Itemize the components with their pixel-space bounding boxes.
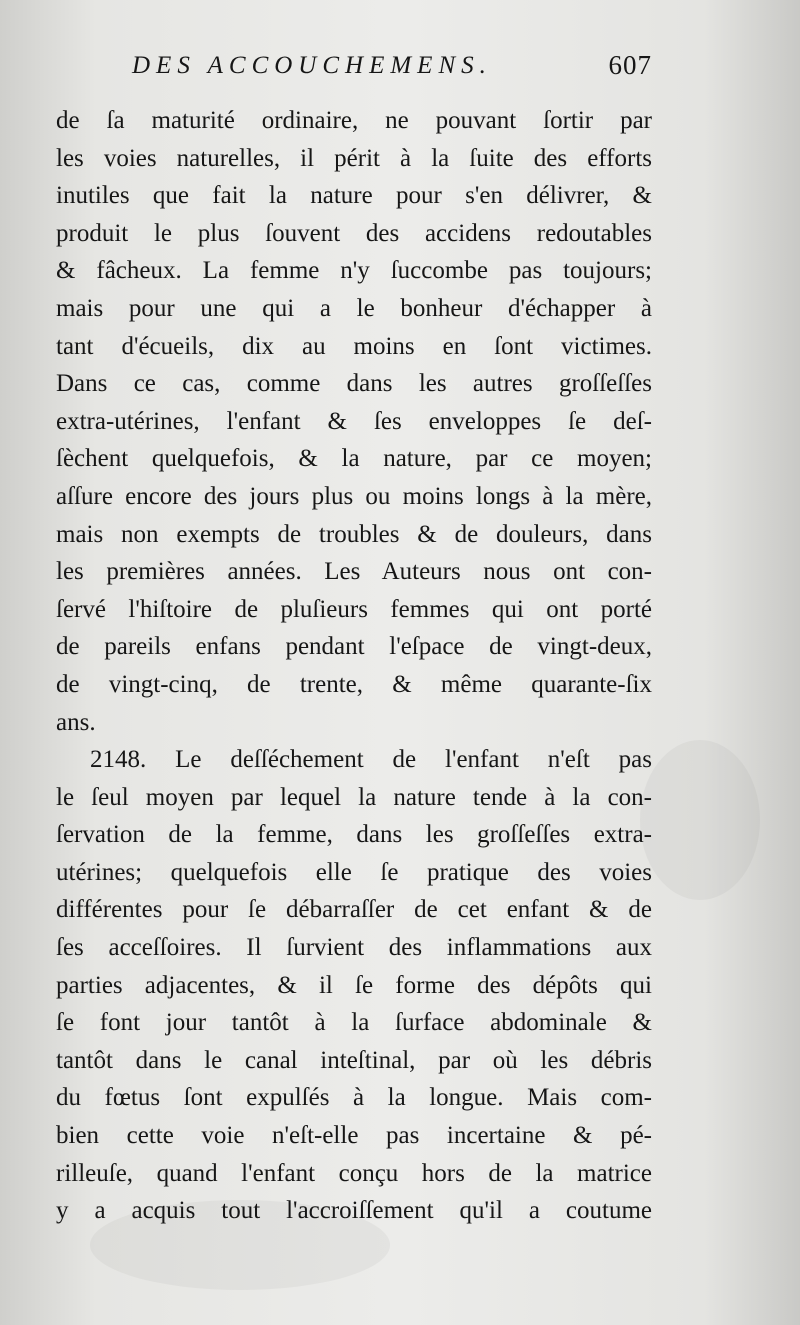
text-line: tantôt dans le canal inteſtinal, par où les débris: [56, 1046, 652, 1074]
text-line: ſe font jour tantôt à la ſurface abdominale &: [56, 1009, 652, 1037]
text-line: tant d'écueils, dix au moins en ſont victimes.: [56, 332, 652, 360]
text-line: du fœtus ſont expulſés à la longue. Mais com-: [56, 1084, 652, 1112]
text-line: & fâcheux. La femme n'y ſuccombe pas toujours;: [56, 257, 652, 285]
text-line: Dans ce cas, comme dans les autres groſſeſſes: [56, 370, 652, 398]
text-line: utérines; quelquefois elle ſe pratique des voies: [56, 858, 652, 886]
text-line: parties adjacentes, & il ſe forme des dépôts qui: [56, 971, 652, 999]
running-title: DES ACCOUCHEMENS.: [132, 52, 492, 79]
text-line: de ſa maturité ordinaire, ne pouvant ſortir par: [56, 107, 652, 134]
text-line: mais pour une qui a le bonheur d'échapper à: [56, 294, 652, 322]
page-stain: [640, 740, 760, 900]
text-line: le ſeul moyen par lequel la nature tende à la con-: [56, 783, 652, 811]
page-header: [132, 52, 652, 92]
text-line: de pareils enfans pendant l'eſpace de vingt-deux,: [56, 633, 652, 661]
text-line: ſervation de la femme, dans les groſſeſſes extra-: [56, 821, 652, 849]
paragraph-start-line: 2148. Le deſſéchement de l'enfant n'eſt pas: [90, 746, 652, 774]
text-line: inutiles que fait la nature pour s'en délivrer, &: [56, 182, 652, 210]
page-number: 607: [608, 50, 652, 80]
text-line: ans.: [56, 708, 96, 736]
text-line: ſèchent quelquefois, & la nature, par ce moyen;: [56, 445, 652, 473]
text-line: différentes pour ſe débarraſſer de cet enfant & de: [56, 896, 652, 924]
text-line: extra-utérines, l'enfant & ſes enveloppes ſe deſ-: [56, 407, 652, 435]
body-text: [56, 102, 652, 1230]
text-line: les voies naturelles, il périt à la ſuite des efforts: [56, 144, 652, 172]
text-line: ſervé l'hiſtoire de pluſieurs femmes qui ont porté: [56, 595, 652, 623]
text-line: aſſure encore des jours plus ou moins longs à la mère,: [56, 482, 652, 510]
text-line: y a acquis tout l'accroiſſement qu'il a coutume: [56, 1197, 652, 1225]
text-line: bien cette voie n'eſt-elle pas incertaine & pé-: [56, 1122, 652, 1150]
text-line: rilleuſe, quand l'enfant conçu hors de la matrice: [56, 1159, 652, 1187]
text-line: produit le plus ſouvent des accidens redoutables: [56, 219, 652, 247]
text-line: de vingt-cinq, de trente, & même quarante-ſix: [56, 670, 652, 698]
text-line: ſes acceſſoires. Il ſurvient des inflammations aux: [56, 934, 652, 962]
text-line: mais non exempts de troubles & de douleurs, dans: [56, 520, 652, 548]
text-line: les premières années. Les Auteurs nous ont con-: [56, 558, 652, 586]
